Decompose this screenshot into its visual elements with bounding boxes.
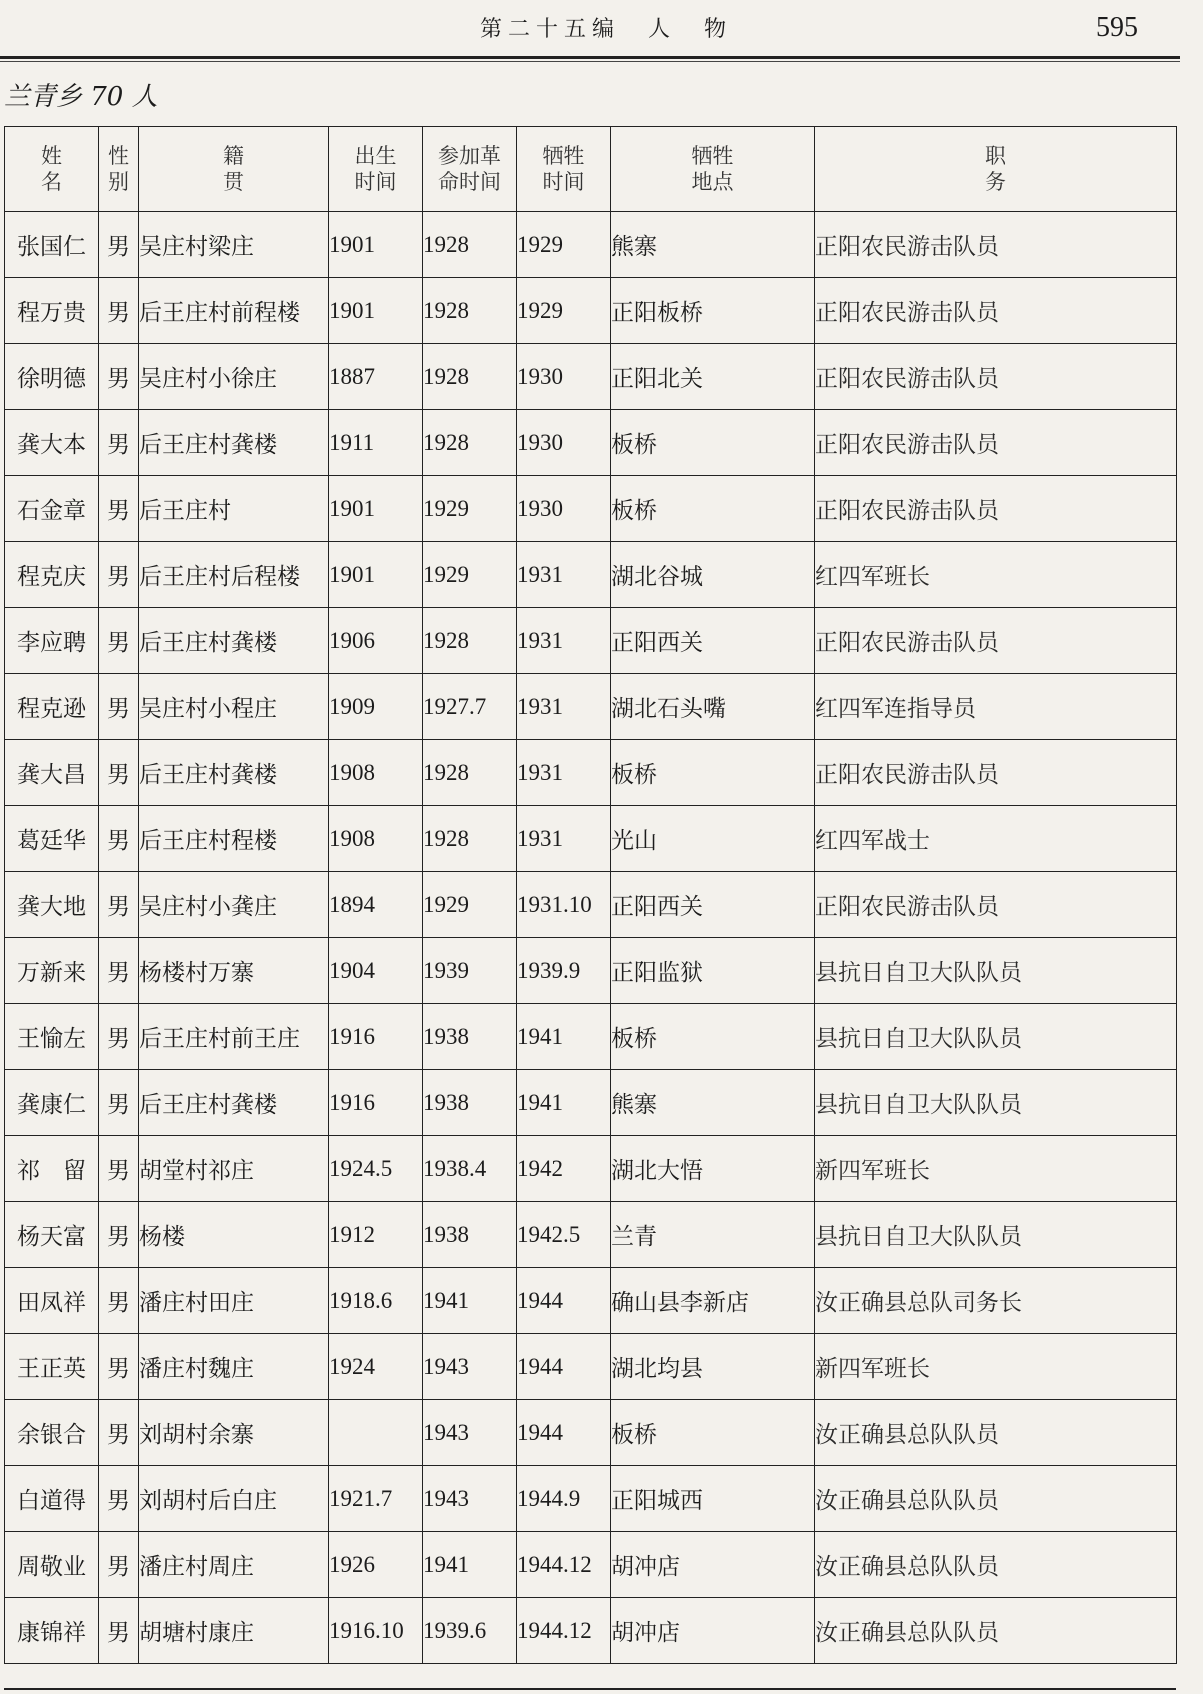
cell-born: 1906	[329, 608, 423, 674]
cell-sex: 男	[99, 1334, 139, 1400]
cell-born: 1916.10	[329, 1598, 423, 1664]
cell-duty: 红四军连指导员	[815, 674, 1177, 740]
cell-origin: 刘胡村余寨	[139, 1400, 329, 1466]
cell-origin: 后王庄村龚楼	[139, 740, 329, 806]
cell-duty: 正阳农民游击队员	[815, 212, 1177, 278]
cell-name: 徐明德	[5, 344, 99, 410]
cell-origin: 吴庄村小龚庄	[139, 872, 329, 938]
cell-origin: 潘庄村周庄	[139, 1532, 329, 1598]
table-row	[5, 542, 1177, 608]
cell-name: 白道得	[5, 1466, 99, 1532]
table-row	[5, 278, 1177, 344]
cell-sex: 男	[99, 1268, 139, 1334]
cell-died: 1941	[517, 1004, 611, 1070]
cell-origin: 胡塘村康庄	[139, 1598, 329, 1664]
cell-died: 1930	[517, 344, 611, 410]
cell-sex: 男	[99, 1202, 139, 1268]
cell-joined: 1929	[423, 476, 517, 542]
cell-place: 湖北大悟	[611, 1136, 815, 1202]
cell-place: 正阳城西	[611, 1466, 815, 1532]
cell-place: 板桥	[611, 1004, 815, 1070]
header-rule	[0, 56, 1180, 59]
cell-place: 板桥	[611, 410, 815, 476]
cell-died: 1942.5	[517, 1202, 611, 1268]
cell-joined: 1928	[423, 410, 517, 476]
cell-born	[329, 1400, 423, 1466]
cell-born: 1916	[329, 1070, 423, 1136]
cell-born: 1901	[329, 278, 423, 344]
cell-name: 龚大昌	[5, 740, 99, 806]
cell-origin: 潘庄村魏庄	[139, 1334, 329, 1400]
cell-born: 1904	[329, 938, 423, 1004]
cell-died: 1929	[517, 278, 611, 344]
cell-sex: 男	[99, 410, 139, 476]
cell-joined: 1941	[423, 1268, 517, 1334]
cell-sex: 男	[99, 1532, 139, 1598]
cell-sex: 男	[99, 938, 139, 1004]
cell-died: 1931.10	[517, 872, 611, 938]
cell-joined: 1938	[423, 1004, 517, 1070]
cell-sex: 男	[99, 608, 139, 674]
cell-name: 程克庆	[5, 542, 99, 608]
cell-place: 熊寨	[611, 1070, 815, 1136]
cell-duty: 县抗日自卫大队队员	[815, 1004, 1177, 1070]
cell-joined: 1938.4	[423, 1136, 517, 1202]
cell-place: 正阳板桥	[611, 278, 815, 344]
cell-origin: 潘庄村田庄	[139, 1268, 329, 1334]
table-header-row	[5, 127, 1177, 212]
cell-origin: 后王庄村龚楼	[139, 1070, 329, 1136]
table-row	[5, 674, 1177, 740]
cell-joined: 1939	[423, 938, 517, 1004]
cell-born: 1924	[329, 1334, 423, 1400]
cell-place: 光山	[611, 806, 815, 872]
cell-sex: 男	[99, 1466, 139, 1532]
cell-joined: 1929	[423, 542, 517, 608]
cell-duty: 新四军班长	[815, 1136, 1177, 1202]
cell-died: 1944.12	[517, 1598, 611, 1664]
table-row	[5, 806, 1177, 872]
cell-died: 1930	[517, 476, 611, 542]
cell-duty: 正阳农民游击队员	[815, 344, 1177, 410]
header-origin: 籍 贯	[139, 127, 329, 212]
cell-sex: 男	[99, 674, 139, 740]
cell-duty: 正阳农民游击队员	[815, 872, 1177, 938]
cell-died: 1942	[517, 1136, 611, 1202]
cell-origin: 杨楼村万寨	[139, 938, 329, 1004]
cell-name: 石金章	[5, 476, 99, 542]
header-born: 出生 时间	[329, 127, 423, 212]
cell-place: 正阳北关	[611, 344, 815, 410]
cell-duty: 红四军战士	[815, 806, 1177, 872]
cell-born: 1911	[329, 410, 423, 476]
cell-duty: 县抗日自卫大队队员	[815, 1070, 1177, 1136]
table-row	[5, 1268, 1177, 1334]
cell-place: 正阳监狱	[611, 938, 815, 1004]
table-row	[5, 476, 1177, 542]
cell-duty: 正阳农民游击队员	[815, 410, 1177, 476]
cell-sex: 男	[99, 806, 139, 872]
cell-name: 周敬业	[5, 1532, 99, 1598]
cell-joined: 1939.6	[423, 1598, 517, 1664]
cell-sex: 男	[99, 278, 139, 344]
cell-died: 1944	[517, 1400, 611, 1466]
cell-joined: 1941	[423, 1532, 517, 1598]
cell-sex: 男	[99, 1070, 139, 1136]
cell-died: 1929	[517, 212, 611, 278]
running-head	[0, 0, 1203, 60]
cell-joined: 1928	[423, 608, 517, 674]
section-title: 兰青乡 70 人	[4, 82, 158, 112]
running-head-title: 第二十五编 人 物	[480, 17, 733, 42]
cell-origin: 后王庄村后程楼	[139, 542, 329, 608]
cell-died: 1931	[517, 740, 611, 806]
cell-name: 王正英	[5, 1334, 99, 1400]
table-row	[5, 1136, 1177, 1202]
cell-born: 1908	[329, 740, 423, 806]
cell-place: 板桥	[611, 1400, 815, 1466]
cell-born: 1909	[329, 674, 423, 740]
cell-duty: 汝正确县总队队员	[815, 1400, 1177, 1466]
table-row	[5, 608, 1177, 674]
cell-sex: 男	[99, 740, 139, 806]
cell-name: 康锦祥	[5, 1598, 99, 1664]
cell-origin: 后王庄村前王庄	[139, 1004, 329, 1070]
table-row	[5, 212, 1177, 278]
cell-born: 1916	[329, 1004, 423, 1070]
table-row	[5, 1070, 1177, 1136]
cell-name: 龚大地	[5, 872, 99, 938]
cell-origin: 后王庄村程楼	[139, 806, 329, 872]
cell-name: 程克逊	[5, 674, 99, 740]
cell-joined: 1928	[423, 278, 517, 344]
cell-duty: 正阳农民游击队员	[815, 278, 1177, 344]
cell-origin: 后王庄村	[139, 476, 329, 542]
cell-born: 1901	[329, 212, 423, 278]
cell-place: 湖北石头嘴	[611, 674, 815, 740]
cell-place: 正阳西关	[611, 872, 815, 938]
cell-name: 祁 留	[5, 1136, 99, 1202]
cell-name: 王愉左	[5, 1004, 99, 1070]
cell-joined: 1943	[423, 1334, 517, 1400]
cell-sex: 男	[99, 542, 139, 608]
cell-origin: 胡堂村祁庄	[139, 1136, 329, 1202]
cell-joined: 1938	[423, 1202, 517, 1268]
cell-duty: 正阳农民游击队员	[815, 740, 1177, 806]
cell-place: 胡冲店	[611, 1532, 815, 1598]
table-row	[5, 1334, 1177, 1400]
header-died: 牺牲 时间	[517, 127, 611, 212]
cell-duty: 新四军班长	[815, 1334, 1177, 1400]
cell-joined: 1928	[423, 806, 517, 872]
cell-name: 李应聘	[5, 608, 99, 674]
cell-joined: 1938	[423, 1070, 517, 1136]
cell-born: 1901	[329, 476, 423, 542]
cell-place: 兰青	[611, 1202, 815, 1268]
cell-origin: 吴庄村小徐庄	[139, 344, 329, 410]
table-row	[5, 410, 1177, 476]
cell-origin: 杨楼	[139, 1202, 329, 1268]
cell-place: 胡冲店	[611, 1598, 815, 1664]
cell-place: 湖北均县	[611, 1334, 815, 1400]
cell-died: 1931	[517, 608, 611, 674]
cell-joined: 1943	[423, 1466, 517, 1532]
cell-born: 1921.7	[329, 1466, 423, 1532]
cell-born: 1926	[329, 1532, 423, 1598]
cell-sex: 男	[99, 344, 139, 410]
cell-born: 1912	[329, 1202, 423, 1268]
cell-name: 龚大本	[5, 410, 99, 476]
table-row	[5, 344, 1177, 410]
cell-sex: 男	[99, 212, 139, 278]
cell-sex: 男	[99, 1598, 139, 1664]
cell-name: 杨天富	[5, 1202, 99, 1268]
cell-sex: 男	[99, 1004, 139, 1070]
cell-duty: 汝正确县总队司务长	[815, 1268, 1177, 1334]
cell-origin: 后王庄村龚楼	[139, 410, 329, 476]
cell-duty: 红四军班长	[815, 542, 1177, 608]
cell-died: 1944.9	[517, 1466, 611, 1532]
cell-place: 湖北谷城	[611, 542, 815, 608]
cell-name: 程万贵	[5, 278, 99, 344]
cell-name: 万新来	[5, 938, 99, 1004]
cell-origin: 后王庄村前程楼	[139, 278, 329, 344]
page-number: 595	[1096, 12, 1138, 43]
cell-name: 田凤祥	[5, 1268, 99, 1334]
cell-origin: 吴庄村小程庄	[139, 674, 329, 740]
cell-died: 1944	[517, 1268, 611, 1334]
cell-duty: 汝正确县总队队员	[815, 1598, 1177, 1664]
table-row	[5, 1004, 1177, 1070]
cell-sex: 男	[99, 872, 139, 938]
cell-origin: 吴庄村梁庄	[139, 212, 329, 278]
table-row	[5, 1532, 1177, 1598]
cell-name: 余银合	[5, 1400, 99, 1466]
cell-place: 板桥	[611, 740, 815, 806]
cell-name: 葛廷华	[5, 806, 99, 872]
cell-died: 1944	[517, 1334, 611, 1400]
cell-joined: 1928	[423, 740, 517, 806]
header-joined: 参加革 命时间	[423, 127, 517, 212]
cell-joined: 1928	[423, 212, 517, 278]
cell-duty: 正阳农民游击队员	[815, 476, 1177, 542]
martyrs-roster-table	[4, 126, 1177, 1664]
cell-duty: 正阳农民游击队员	[815, 608, 1177, 674]
header-place: 牺牲 地点	[611, 127, 815, 212]
cell-died: 1931	[517, 542, 611, 608]
table-row	[5, 1202, 1177, 1268]
cell-born: 1908	[329, 806, 423, 872]
cell-place: 板桥	[611, 476, 815, 542]
header-sex: 性 别	[99, 127, 139, 212]
cell-born: 1924.5	[329, 1136, 423, 1202]
cell-duty: 县抗日自卫大队队员	[815, 1202, 1177, 1268]
cell-origin: 后王庄村龚楼	[139, 608, 329, 674]
cell-joined: 1928	[423, 344, 517, 410]
table-row	[5, 1598, 1177, 1664]
cell-died: 1931	[517, 674, 611, 740]
cell-joined: 1943	[423, 1400, 517, 1466]
cell-born: 1918.6	[329, 1268, 423, 1334]
cell-name: 龚康仁	[5, 1070, 99, 1136]
table-row	[5, 740, 1177, 806]
cell-born: 1901	[329, 542, 423, 608]
bottom-rule	[4, 1688, 1176, 1690]
table-row	[5, 1466, 1177, 1532]
table-body	[5, 212, 1177, 1664]
cell-duty: 汝正确县总队队员	[815, 1532, 1177, 1598]
cell-name: 张国仁	[5, 212, 99, 278]
cell-died: 1939.9	[517, 938, 611, 1004]
header-name: 姓 名	[5, 127, 99, 212]
cell-duty: 汝正确县总队队员	[815, 1466, 1177, 1532]
table-row	[5, 1400, 1177, 1466]
cell-duty: 县抗日自卫大队队员	[815, 938, 1177, 1004]
cell-place: 熊寨	[611, 212, 815, 278]
cell-died: 1930	[517, 410, 611, 476]
cell-sex: 男	[99, 1400, 139, 1466]
header-rule-thin	[0, 61, 1180, 62]
cell-born: 1887	[329, 344, 423, 410]
cell-origin: 刘胡村后白庄	[139, 1466, 329, 1532]
table-row	[5, 872, 1177, 938]
header-duty: 职 务	[815, 127, 1177, 212]
cell-place: 确山县李新店	[611, 1268, 815, 1334]
table-row	[5, 938, 1177, 1004]
cell-joined: 1929	[423, 872, 517, 938]
cell-died: 1931	[517, 806, 611, 872]
cell-died: 1944.12	[517, 1532, 611, 1598]
cell-sex: 男	[99, 476, 139, 542]
cell-place: 正阳西关	[611, 608, 815, 674]
cell-died: 1941	[517, 1070, 611, 1136]
cell-joined: 1927.7	[423, 674, 517, 740]
cell-sex: 男	[99, 1136, 139, 1202]
cell-born: 1894	[329, 872, 423, 938]
